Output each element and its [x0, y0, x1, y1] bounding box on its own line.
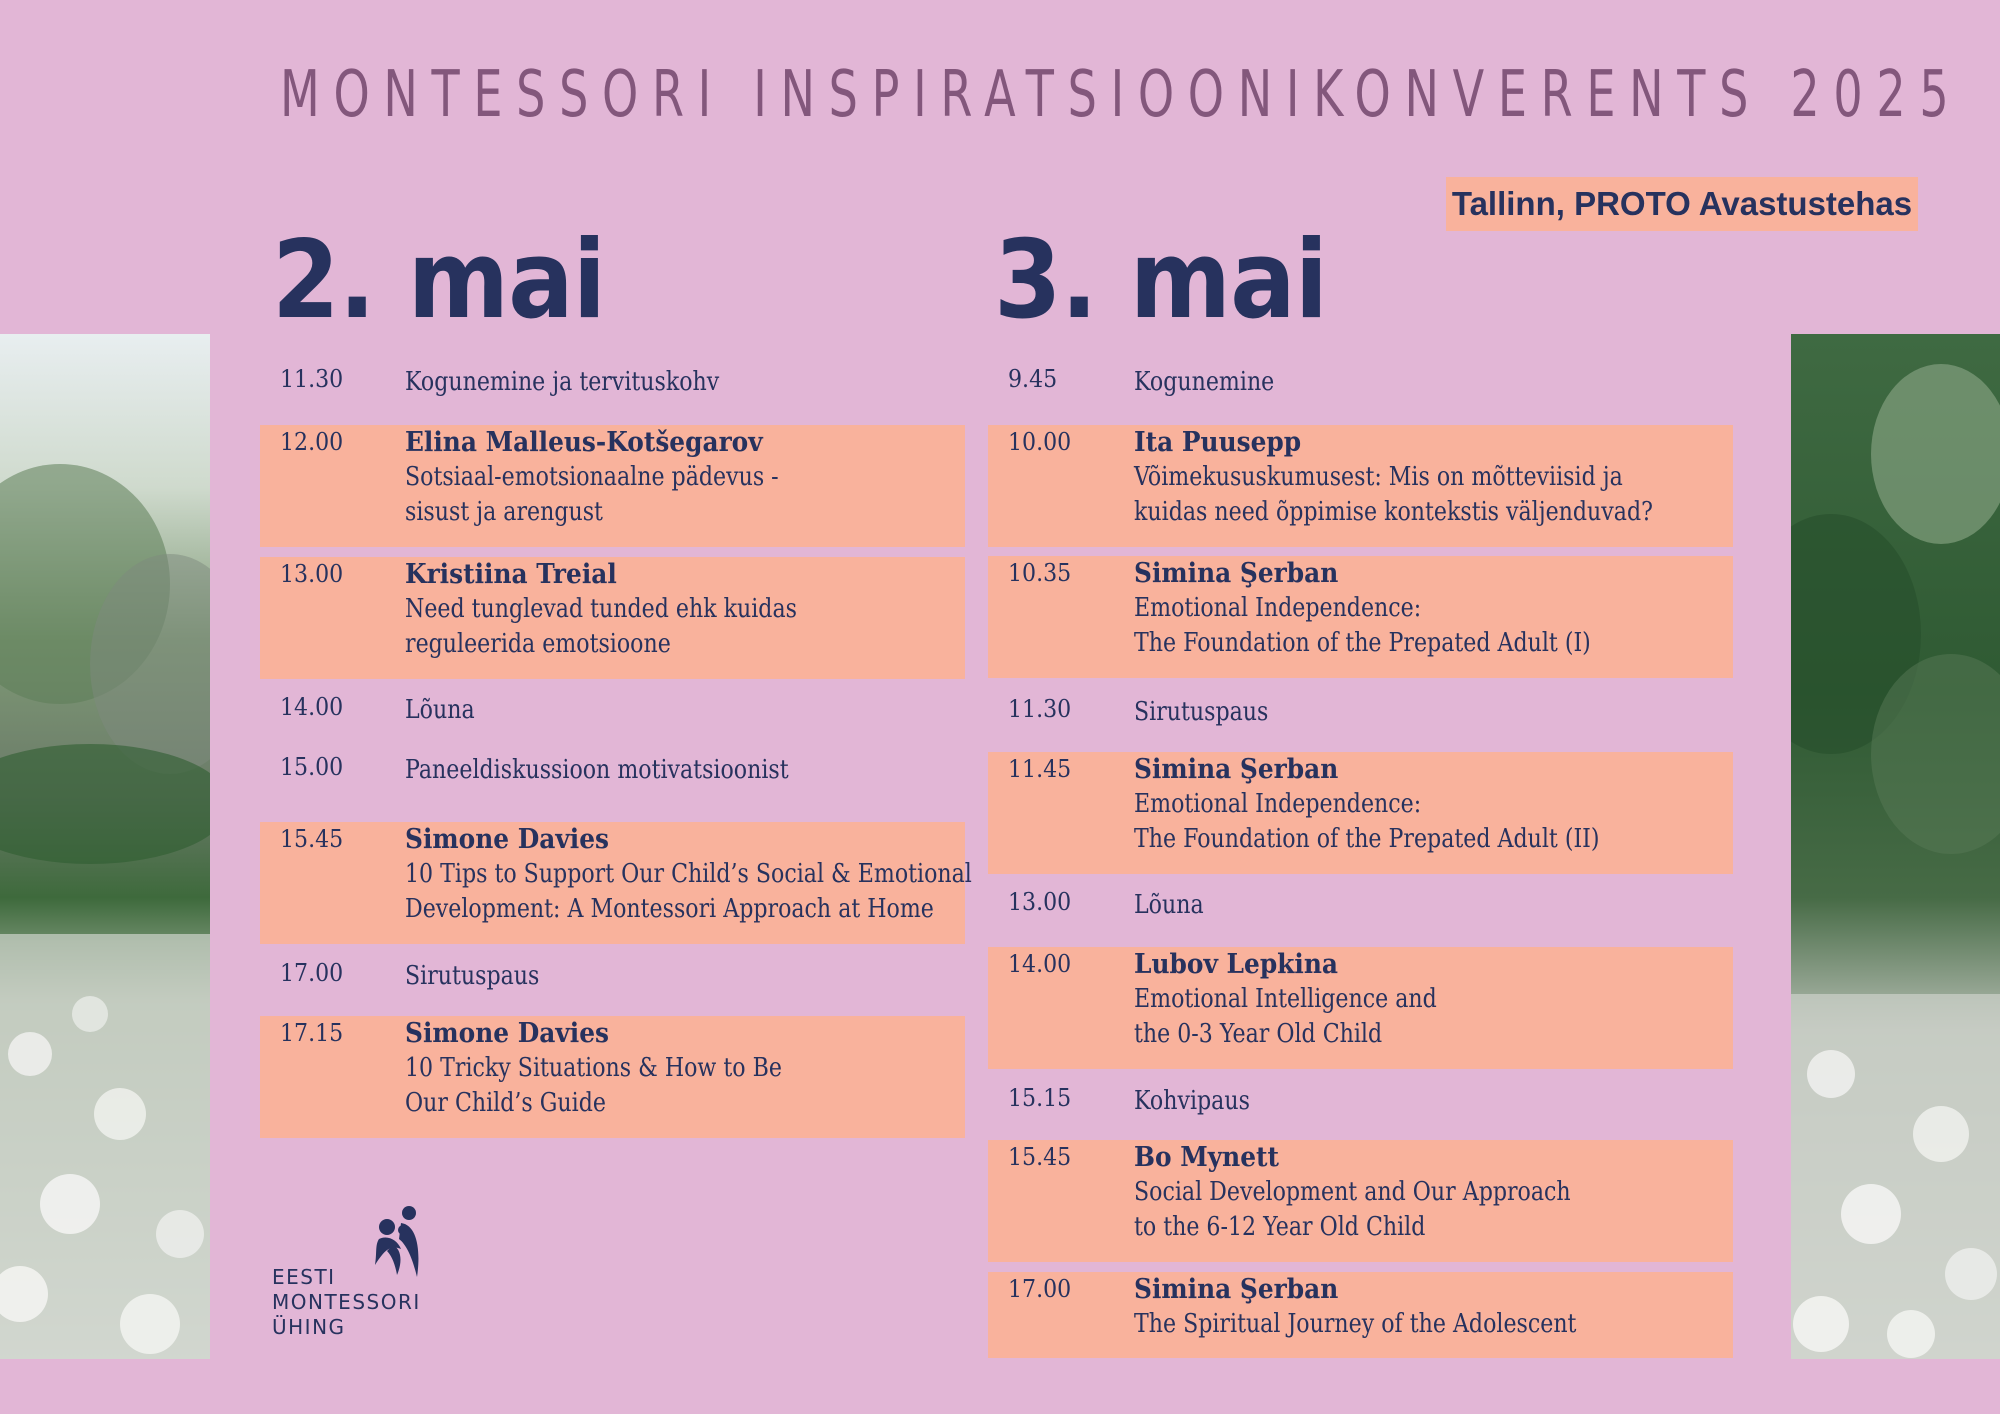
logo-line1: EESTI [272, 1265, 336, 1289]
schedule-slot [988, 1081, 1733, 1131]
slot-talk-line2: Development: A Montessori Approach at Home [405, 894, 934, 924]
slot-speaker: Ita Puusepp [1134, 427, 1302, 458]
schedule-slot [988, 362, 1733, 412]
schedule-slot [988, 752, 1733, 874]
slot-label: Sirutuspaus [405, 961, 540, 991]
slot-talk-line1: 10 Tricky Situations & How to Be [405, 1053, 782, 1083]
slot-talk-line2: to the 6-12 Year Old Child [1134, 1212, 1426, 1242]
schedule-slot [988, 1140, 1733, 1262]
schedule-slot [988, 425, 1733, 547]
logo-line2: MONTESSORI [272, 1290, 421, 1314]
schedule-slot [988, 556, 1733, 678]
slot-speaker: Simone Davies [405, 824, 610, 855]
schedule-slot [260, 956, 965, 1006]
schedule-slot [260, 1016, 965, 1138]
schedule-slot [260, 750, 965, 800]
slot-talk-line1: Social Development and Our Approach [1134, 1177, 1571, 1207]
schedule-slot [988, 947, 1733, 1069]
slot-speaker: Kristiina Treial [405, 559, 617, 590]
slot-talk-line1: Sotsiaal-emotsionaalne pädevus - [405, 462, 779, 492]
slot-label: Lõuna [405, 695, 475, 725]
slot-time: 13.00 [1008, 888, 1072, 916]
slot-time: 13.00 [280, 560, 344, 588]
slot-talk-line2: sisust ja arengust [405, 497, 603, 527]
schedule-slot [260, 822, 972, 944]
slot-time: 11.30 [1008, 695, 1072, 723]
slot-talk-line2: Our Child’s Guide [405, 1088, 606, 1118]
slot-time: 15.45 [1008, 1143, 1072, 1171]
slot-label: Paneeldiskussioon motivatsioonist [405, 755, 789, 785]
slot-time: 12.00 [280, 428, 344, 456]
slot-time: 15.15 [1008, 1084, 1072, 1112]
slot-time: 11.30 [280, 365, 344, 393]
conference-title: MONTESSORI INSPIRATSIOONIKONVERENTS 2025 [280, 58, 1963, 132]
right-field-photo [1791, 334, 2000, 1359]
slot-talk-line1: Emotional Independence: [1134, 789, 1422, 819]
slot-label: Lõuna [1134, 890, 1204, 920]
slot-time: 17.00 [1008, 1275, 1072, 1303]
slot-talk-line1: 10 Tips to Support Our Child’s Social & Emotional [405, 859, 972, 889]
slot-time: 11.45 [1008, 755, 1072, 783]
schedule-slot [260, 425, 965, 547]
slot-talk-line1: Emotional Intelligence and [1134, 984, 1437, 1014]
slot-time: 17.00 [280, 959, 344, 987]
slot-talk-line1: The Spiritual Journey of the Adolescent [1134, 1309, 1577, 1339]
schedule-slot [260, 690, 965, 740]
schedule-slot [260, 362, 965, 412]
day2-heading: 3. mai [994, 218, 1328, 343]
slot-label: Kogunemine ja tervituskohv [405, 367, 720, 397]
slot-talk-line1: Need tunglevad tunded ehk kuidas [405, 594, 797, 624]
slot-time: 10.35 [1008, 559, 1072, 587]
slot-time: 14.00 [1008, 950, 1072, 978]
schedule-slot [988, 885, 1733, 935]
slot-label: Kogunemine [1134, 367, 1275, 397]
slot-speaker: Simina Şerban [1134, 558, 1339, 589]
slot-talk-line1: Võimekususkumusest: Mis on mõtteviisid ja [1134, 462, 1623, 492]
slot-speaker: Simina Şerban [1134, 754, 1339, 785]
slot-talk-line2: kuidas need õppimise kontekstis väljenduvad? [1134, 497, 1653, 527]
left-field-photo [0, 334, 210, 1359]
schedule-slot [260, 557, 965, 679]
schedule-slot [988, 692, 1733, 742]
day1-heading: 2. mai [272, 218, 606, 343]
slot-time: 17.15 [280, 1019, 344, 1047]
slot-time: 15.00 [280, 753, 344, 781]
slot-time: 10.00 [1008, 428, 1072, 456]
organization-logo [272, 1205, 452, 1345]
slot-talk-line2: reguleerida emotsioone [405, 629, 671, 659]
logo-line3: ÜHING [272, 1315, 346, 1339]
slot-speaker: Simina Şerban [1134, 1274, 1339, 1305]
slot-talk-line2: The Foundation of the Prepated Adult (II) [1134, 824, 1600, 854]
slot-label: Sirutuspaus [1134, 697, 1269, 727]
slot-time: 14.00 [280, 693, 344, 721]
location-badge: Tallinn, PROTO Avastustehas [1446, 177, 1918, 231]
schedule-slot [988, 1272, 1733, 1358]
slot-talk-line1: Emotional Independence: [1134, 593, 1422, 623]
slot-time: 15.45 [280, 825, 344, 853]
slot-label: Kohvipaus [1134, 1086, 1250, 1116]
slot-speaker: Lubov Lepkina [1134, 949, 1338, 980]
slot-talk-line2: the 0-3 Year Old Child [1134, 1019, 1383, 1049]
slot-speaker: Simone Davies [405, 1018, 610, 1049]
slot-speaker: Bo Mynett [1134, 1142, 1279, 1173]
slot-talk-line2: The Foundation of the Prepated Adult (I) [1134, 628, 1591, 658]
slot-time: 9.45 [1008, 365, 1058, 393]
slot-speaker: Elina Malleus-Kotšegarov [405, 427, 763, 458]
